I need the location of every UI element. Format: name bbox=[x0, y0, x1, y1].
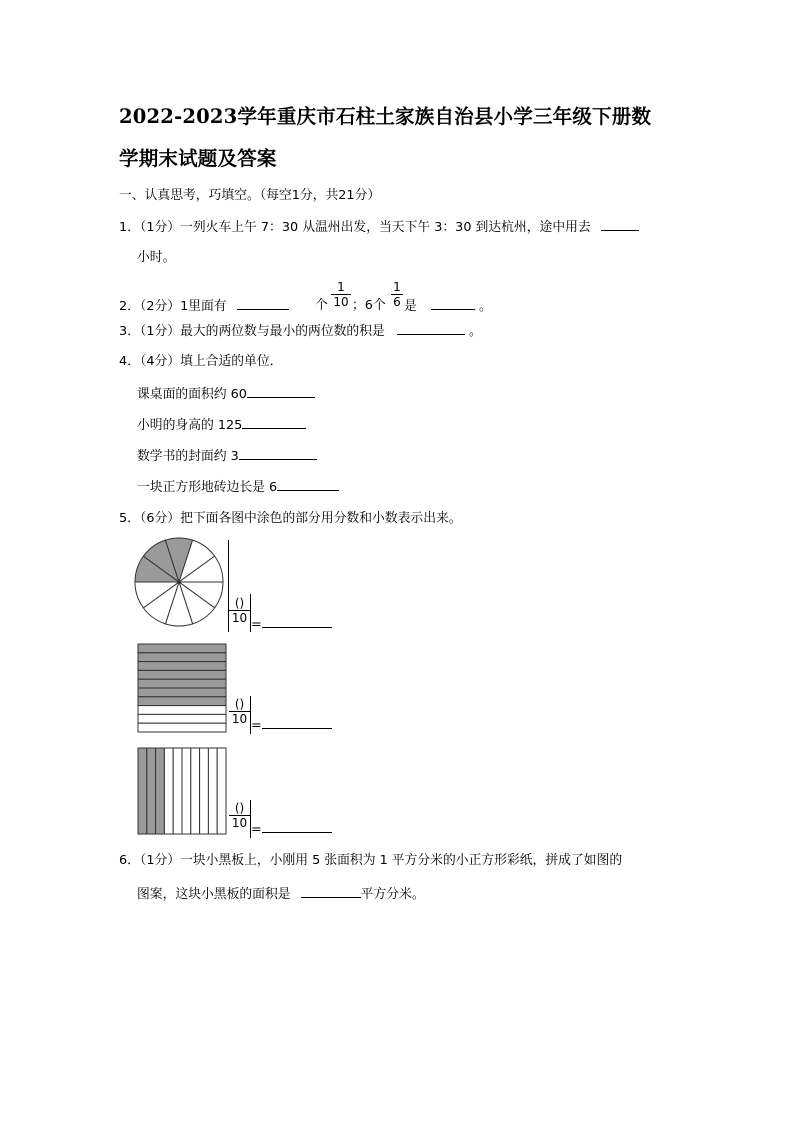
figure-2-fraction bbox=[229, 697, 250, 726]
vertical-strip bbox=[156, 748, 165, 834]
horizontal-strip bbox=[138, 706, 226, 715]
vertical-strip bbox=[173, 748, 182, 834]
horizontal-strip bbox=[138, 714, 226, 723]
question-4-item-3 bbox=[137, 447, 317, 466]
question-2-fraction-1 bbox=[331, 280, 351, 309]
question-6-text: 图案，这块小黑板的面积是 bbox=[137, 887, 291, 902]
page-title bbox=[119, 104, 679, 130]
question-4-item-2-text: 小明的身高的 125 bbox=[137, 418, 243, 433]
figure-1-blank[interactable] bbox=[262, 615, 332, 628]
question-4-item-1 bbox=[137, 385, 315, 404]
question-2 bbox=[119, 297, 289, 316]
question-4-item-2 bbox=[137, 416, 306, 435]
vertical-strip bbox=[147, 748, 156, 834]
question-3-text: 3．（1分）最大的两位数与最小的两位数的积是 bbox=[119, 324, 385, 339]
question-2-blank-1[interactable] bbox=[237, 297, 289, 310]
figure-3-fraction bbox=[229, 801, 250, 830]
question-1 bbox=[119, 218, 639, 237]
question-3-end: 。 bbox=[468, 324, 482, 339]
figure-3-denominator: 10 bbox=[229, 815, 250, 830]
horizontal-strip bbox=[138, 688, 226, 697]
figure-3-equals bbox=[251, 820, 332, 839]
horizontal-strip bbox=[138, 723, 226, 732]
question-2-text-b: ；6个 bbox=[352, 298, 386, 313]
question-1-text: 1．（1分）一列火车上午 7：30 从温州出发，当天下午 3：30 到达杭州，途中用去 bbox=[119, 220, 591, 235]
fraction-1-numerator: 1 bbox=[337, 280, 345, 294]
figure-1-fraction bbox=[229, 596, 250, 625]
figure-3-eq: = bbox=[251, 822, 262, 837]
horizontal-strip bbox=[138, 670, 226, 679]
question-2-text-c bbox=[404, 297, 492, 316]
circle-figure bbox=[133, 536, 233, 636]
question-6-unit: 平方分米。 bbox=[360, 887, 425, 902]
question-2-text-a: 2．（2分）1里面有 bbox=[119, 299, 227, 314]
question-2-blank-2[interactable] bbox=[431, 297, 475, 310]
question-4-item-4-text: 一块正方形地砖边长是 6 bbox=[137, 480, 278, 495]
question-1-continuation: 小时。 bbox=[137, 250, 176, 265]
vertical-strip bbox=[200, 748, 209, 834]
question-4: 4．（4分）填上合适的单位． bbox=[119, 354, 283, 369]
vertical-strip bbox=[217, 748, 226, 834]
figure-2-denominator: 10 bbox=[229, 711, 250, 726]
horizontal-strip bbox=[138, 662, 226, 671]
vertical-strip bbox=[164, 748, 173, 834]
fraction-1-denominator: 10 bbox=[331, 294, 351, 309]
question-4-blank-2[interactable] bbox=[242, 416, 306, 429]
figure-1-equals bbox=[251, 615, 332, 634]
title-line-2: 学期末试题及答案 bbox=[119, 147, 277, 170]
question-4-item-1-text: 课桌面的面积约 60 bbox=[137, 387, 247, 402]
question-4-item-3-text: 数学书的封面约 3 bbox=[137, 449, 239, 464]
figure-1-numerator: () bbox=[234, 596, 245, 610]
figure-2-eq: = bbox=[251, 718, 262, 733]
question-5: 5．（6分）把下面各图中涂色的部分用分数和小数表示出来。 bbox=[119, 511, 462, 526]
vertical-strip bbox=[182, 748, 191, 834]
page-title-continued bbox=[119, 146, 679, 172]
question-2-is: 是 bbox=[404, 299, 417, 314]
vertical-strips-figure bbox=[138, 748, 228, 836]
horizontal-strip bbox=[138, 644, 226, 653]
figure-2-numerator: () bbox=[234, 697, 245, 711]
question-6-blank[interactable] bbox=[301, 885, 361, 898]
figure-2-equals bbox=[251, 716, 332, 735]
fraction-2-denominator: 6 bbox=[391, 294, 403, 309]
section-heading: 一、认真思考，巧填空。（每空1分，共21分） bbox=[119, 188, 381, 203]
question-3-blank[interactable] bbox=[397, 322, 465, 335]
question-2-unit: 个 bbox=[315, 298, 328, 313]
horizontal-strip bbox=[138, 679, 226, 688]
title-line-1: 2022-2023学年重庆市石柱土家族自治县小学三年级下册数 bbox=[119, 105, 652, 128]
question-4-item-4 bbox=[137, 478, 339, 497]
vertical-strip bbox=[191, 748, 200, 834]
horizontal-strip bbox=[138, 697, 226, 706]
figure-3-blank[interactable] bbox=[262, 820, 332, 833]
figure-3-numerator: () bbox=[234, 801, 245, 815]
question-3 bbox=[119, 322, 482, 341]
horizontal-strips-figure bbox=[138, 644, 228, 734]
figure-2-blank[interactable] bbox=[262, 716, 332, 729]
figure-1-denominator: 10 bbox=[229, 610, 250, 625]
fraction-2-numerator: 1 bbox=[393, 280, 401, 294]
figure-1-eq: = bbox=[251, 617, 262, 632]
vertical-strip bbox=[138, 748, 147, 834]
question-4-blank-4[interactable] bbox=[277, 478, 339, 491]
horizontal-strip bbox=[138, 653, 226, 662]
question-4-blank-3[interactable] bbox=[239, 447, 317, 460]
question-6: 6．（1分）一块小黑板上，小刚用 5 张面积为 1 平方分米的小正方形彩纸，拼成了如图的 bbox=[119, 853, 623, 868]
vertical-strip bbox=[208, 748, 217, 834]
question-1-blank[interactable] bbox=[601, 218, 639, 231]
question-4-blank-1[interactable] bbox=[247, 385, 315, 398]
question-6-continuation bbox=[137, 885, 425, 904]
question-2-end: 。 bbox=[478, 299, 492, 314]
question-2-fraction-2 bbox=[391, 280, 403, 309]
